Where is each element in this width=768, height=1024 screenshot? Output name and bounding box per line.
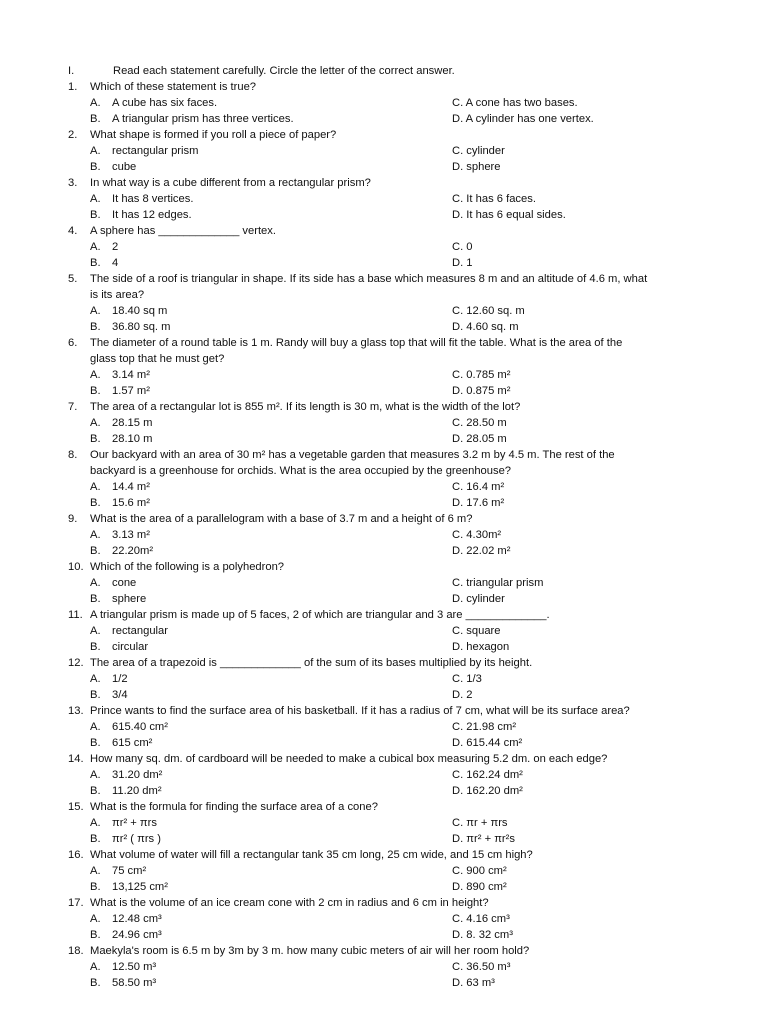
answer-option[interactable]	[90, 95, 217, 111]
answer-option[interactable]: D. 4.60 sq. m	[452, 321, 519, 333]
option-letter: A.	[90, 481, 101, 493]
answer-option[interactable]	[90, 207, 192, 223]
option-letter: B.	[90, 209, 101, 221]
answer-option[interactable]	[90, 831, 161, 847]
answer-option[interactable]	[90, 431, 152, 447]
question-number: 1.	[68, 81, 78, 93]
option-letter: A.	[90, 913, 101, 925]
answer-option[interactable]: D. 17.6 m²	[452, 497, 505, 509]
option-letter: A.	[90, 577, 101, 589]
question-number: 4.	[68, 225, 78, 237]
option-text: A cube has six faces.	[112, 97, 218, 109]
option-text: πr² + πrs	[112, 817, 157, 829]
option-text: 22.20m²	[112, 545, 154, 557]
option-letter: A.	[90, 673, 101, 685]
option-letter: B.	[90, 385, 101, 397]
question-number: 9.	[68, 513, 78, 525]
option-letter: A.	[90, 193, 101, 205]
answer-option[interactable]	[90, 687, 128, 703]
option-text: 28.10 m	[112, 433, 153, 445]
answer-option[interactable]	[90, 623, 168, 639]
option-text: It has 12 edges.	[112, 209, 192, 221]
section-numeral: I.	[68, 65, 75, 77]
answer-option[interactable]	[90, 415, 152, 431]
option-letter: A.	[90, 369, 101, 381]
question-text: Which of these statement is true?	[90, 81, 257, 93]
option-letter: A.	[90, 817, 101, 829]
option-letter: A.	[90, 865, 101, 877]
answer-option[interactable]	[90, 383, 150, 399]
instructions: Read each statement carefully. Circle the letter of the correct answer.	[113, 65, 455, 77]
option-letter: A.	[90, 145, 101, 157]
question-number: 7.	[68, 401, 78, 413]
option-text: 12.48 cm³	[112, 913, 162, 925]
answer-option[interactable]: C. 900 cm²	[452, 865, 507, 877]
option-text: 75 cm²	[112, 865, 147, 877]
question-text: In what way is a cube different from a rectangular prism?	[90, 177, 371, 189]
option-text: It has 8 vertices.	[112, 193, 194, 205]
question-number: 3.	[68, 177, 78, 189]
question-text: The diameter of a round table is 1 m. Randy will buy a glass top that will fit the table. What is the area of the	[90, 337, 623, 349]
question-number: 15.	[68, 801, 84, 813]
option-letter: B.	[90, 785, 101, 797]
option-letter: A.	[90, 769, 101, 781]
question-number: 2.	[68, 129, 78, 141]
option-letter: A.	[90, 721, 101, 733]
option-text: 615 cm²	[112, 737, 153, 749]
answer-option[interactable]: D. 0.875 m²	[452, 385, 511, 397]
answer-option[interactable]: C. triangular prism	[452, 577, 544, 589]
option-letter: B.	[90, 593, 101, 605]
answer-option[interactable]	[90, 767, 162, 783]
answer-option[interactable]	[90, 319, 170, 335]
question-text: The area of a trapezoid is _____________ of the sum of its bases multiplied by its height.	[90, 657, 533, 669]
option-text: rectangular	[112, 625, 168, 637]
answer-option[interactable]	[90, 975, 156, 991]
answer-option[interactable]	[90, 927, 162, 943]
question-text: The side of a roof is triangular in shape. If its side has a base which measures 8 m and an altitude of 4.6 m, what	[90, 273, 648, 285]
answer-option[interactable]	[90, 367, 150, 383]
option-letter: A.	[90, 97, 101, 109]
option-letter: A.	[90, 241, 101, 253]
option-text: A triangular prism has three vertices.	[112, 113, 294, 125]
option-letter: B.	[90, 641, 101, 653]
question-number: 6.	[68, 337, 78, 349]
option-text: cube	[112, 161, 137, 173]
answer-option[interactable]	[90, 495, 150, 511]
answer-option[interactable]: C. 36.50 m³	[452, 961, 511, 973]
answer-option[interactable]	[90, 303, 167, 319]
question-text: What volume of water will fill a rectangular tank 35 cm long, 25 cm wide, and 15 cm high?	[90, 849, 533, 861]
option-text: 36.80 sq. m	[112, 321, 171, 333]
answer-option[interactable]	[90, 815, 157, 831]
answer-option[interactable]: C. 28.50 m	[452, 417, 507, 429]
option-text: 3.13 m²	[112, 529, 150, 541]
answer-option[interactable]	[90, 255, 118, 271]
option-letter: B.	[90, 737, 101, 749]
question-text: The area of a rectangular lot is 855 m². If its length is 30 m, what is the width of the lot?	[90, 401, 521, 413]
answer-option[interactable]	[90, 639, 148, 655]
question-text: Maekyla's room is 6.5 m by 3m by 3 m. how many cubic meters of air will her room hold?	[90, 945, 530, 957]
option-letter: B.	[90, 977, 101, 989]
option-text: 615.40 cm²	[112, 721, 168, 733]
question-number: 11.	[68, 609, 83, 621]
option-text: 3/4	[112, 689, 128, 701]
answer-option[interactable]	[90, 783, 162, 799]
question-text: What is the area of a parallelogram with a base of 3.7 m and a height of 6 m?	[90, 513, 473, 525]
option-text: rectangular prism	[112, 145, 199, 157]
option-letter: A.	[90, 625, 101, 637]
answer-option[interactable]	[90, 479, 150, 495]
option-text: 4	[112, 257, 119, 269]
answer-option[interactable]	[90, 575, 136, 591]
question-text: What shape is formed if you roll a piece of paper?	[90, 129, 337, 141]
option-letter: B.	[90, 321, 101, 333]
answer-option[interactable]	[90, 671, 128, 687]
option-text: 28.15 m	[112, 417, 153, 429]
option-letter: B.	[90, 161, 101, 173]
answer-option[interactable]	[90, 239, 118, 255]
question-text: What is the formula for finding the surface area of a cone?	[90, 801, 378, 813]
answer-option[interactable]: C. A cone has two bases.	[452, 97, 578, 109]
answer-option[interactable]	[90, 879, 168, 895]
option-text: 12.50 m³	[112, 961, 157, 973]
answer-option[interactable]	[90, 719, 168, 735]
option-text: 15.6 m²	[112, 497, 150, 509]
answer-option[interactable]: C. 4.16 cm³	[452, 913, 510, 925]
answer-option[interactable]	[90, 591, 146, 607]
answer-option[interactable]: D. 63 m³	[452, 977, 495, 989]
option-letter: A.	[90, 417, 101, 429]
option-text: 3.14 m²	[112, 369, 150, 381]
answer-option[interactable]: C. πr + πrs	[452, 817, 508, 829]
answer-option[interactable]: C. cylinder	[452, 145, 505, 157]
question-text: Our backyard with an area of 30 m² has a vegetable garden that measures 3.2 m by 4.5 m. The rest of the	[90, 449, 615, 461]
option-text: 2	[112, 241, 119, 253]
question-number: 16.	[68, 849, 84, 861]
option-letter: B.	[90, 497, 101, 509]
question-text: glass top that he must get?	[90, 353, 225, 365]
answer-option[interactable]: D. 615.44 cm²	[452, 737, 523, 749]
question-text: Which of the following is a polyhedron?	[90, 561, 285, 573]
answer-option[interactable]: C. 0.785 m²	[452, 369, 511, 381]
option-letter: B.	[90, 881, 101, 893]
answer-option[interactable]: D. 22.02 m²	[452, 545, 511, 557]
answer-option[interactable]: D. 162.20 dm²	[452, 785, 523, 797]
answer-option[interactable]	[90, 527, 150, 543]
option-text: 11.20 dm²	[112, 785, 162, 797]
answer-option[interactable]: D. A cylinder has one vertex.	[452, 113, 594, 125]
question-number: 12.	[68, 657, 84, 669]
answer-option[interactable]: C. 12.60 sq. m	[452, 305, 525, 317]
question-text: How many sq. dm. of cardboard will be needed to make a cubical box measuring 5.2 dm. on each edge?	[90, 753, 608, 765]
option-letter: A.	[90, 305, 101, 317]
answer-option[interactable]: C. 16.4 m²	[452, 481, 505, 493]
answer-option[interactable]	[90, 111, 294, 127]
answer-option[interactable]: C. square	[452, 625, 501, 637]
answer-option[interactable]: D. cylinder	[452, 593, 505, 605]
question-text: Prince wants to find the surface area of his basketball. If it has a radius of 7 cm, what will be its surface area?	[90, 705, 630, 717]
question-number: 5.	[68, 273, 78, 285]
question-number: 14.	[68, 753, 84, 765]
answer-option[interactable]: C. It has 6 faces.	[452, 193, 536, 205]
option-letter: B.	[90, 113, 101, 125]
answer-option[interactable]: D. It has 6 equal sides.	[452, 209, 566, 221]
question-text: A triangular prism is made up of 5 faces, 2 of which are triangular and 3 are _____________.	[90, 609, 550, 621]
answer-option[interactable]	[90, 191, 193, 207]
answer-option[interactable]: D. 890 cm²	[452, 881, 507, 893]
answer-option[interactable]: D. 2	[452, 689, 473, 701]
option-letter: A.	[90, 961, 101, 973]
option-text: 18.40 sq m	[112, 305, 168, 317]
option-letter: B.	[90, 833, 101, 845]
option-text: cone	[112, 577, 137, 589]
option-text: circular	[112, 641, 149, 653]
answer-option[interactable]: D. hexagon	[452, 641, 510, 653]
answer-option[interactable]	[90, 911, 162, 927]
question-number: 10.	[68, 561, 84, 573]
answer-option[interactable]	[90, 863, 146, 879]
option-letter: B.	[90, 545, 101, 557]
question-text: What is the volume of an ice cream cone with 2 cm in radius and 6 cm in height?	[90, 897, 489, 909]
option-letter: B.	[90, 689, 101, 701]
answer-option[interactable]: C. 21.98 cm²	[452, 721, 517, 733]
answer-option[interactable]: C. 4.30m²	[452, 529, 502, 541]
option-letter: B.	[90, 929, 101, 941]
option-text: πr² ( πrs )	[112, 833, 161, 845]
answer-option[interactable]: D. 1	[452, 257, 473, 269]
answer-option[interactable]: C. 162.24 dm²	[452, 769, 523, 781]
question-text: backyard is a greenhouse for orchids. What is the area occupied by the greenhouse?	[90, 465, 512, 477]
answer-option[interactable]	[90, 543, 153, 559]
option-text: sphere	[112, 593, 147, 605]
option-text: 1.57 m²	[112, 385, 150, 397]
answer-option[interactable]: D. 8. 32 cm³	[452, 929, 513, 941]
option-text: 31.20 dm²	[112, 769, 163, 781]
question-number: 8.	[68, 449, 78, 461]
answer-option[interactable]: C. 0	[452, 241, 473, 253]
answer-option[interactable]	[90, 143, 198, 159]
answer-option[interactable]	[90, 735, 152, 751]
answer-option[interactable]: D. sphere	[452, 161, 501, 173]
answer-option[interactable]	[90, 959, 156, 975]
answer-option[interactable]: D. 28.05 m	[452, 433, 507, 445]
answer-option[interactable]: D. πr² + πr²s	[452, 833, 515, 845]
option-letter: B.	[90, 433, 101, 445]
option-text: 13,125 cm²	[112, 881, 168, 893]
question-number: 18.	[68, 945, 84, 957]
question-number: 17.	[68, 897, 84, 909]
option-text: 58.50 m³	[112, 977, 157, 989]
answer-option[interactable]: C. 1/3	[452, 673, 482, 685]
question-text: is its area?	[90, 289, 145, 301]
option-text: 24.96 cm³	[112, 929, 162, 941]
question-number: 13.	[68, 705, 84, 717]
option-letter: A.	[90, 529, 101, 541]
option-letter: B.	[90, 257, 101, 269]
answer-option[interactable]	[90, 159, 136, 175]
option-text: 14.4 m²	[112, 481, 150, 493]
option-text: 1/2	[112, 673, 128, 685]
question-text: A sphere has _____________ vertex.	[90, 225, 276, 237]
